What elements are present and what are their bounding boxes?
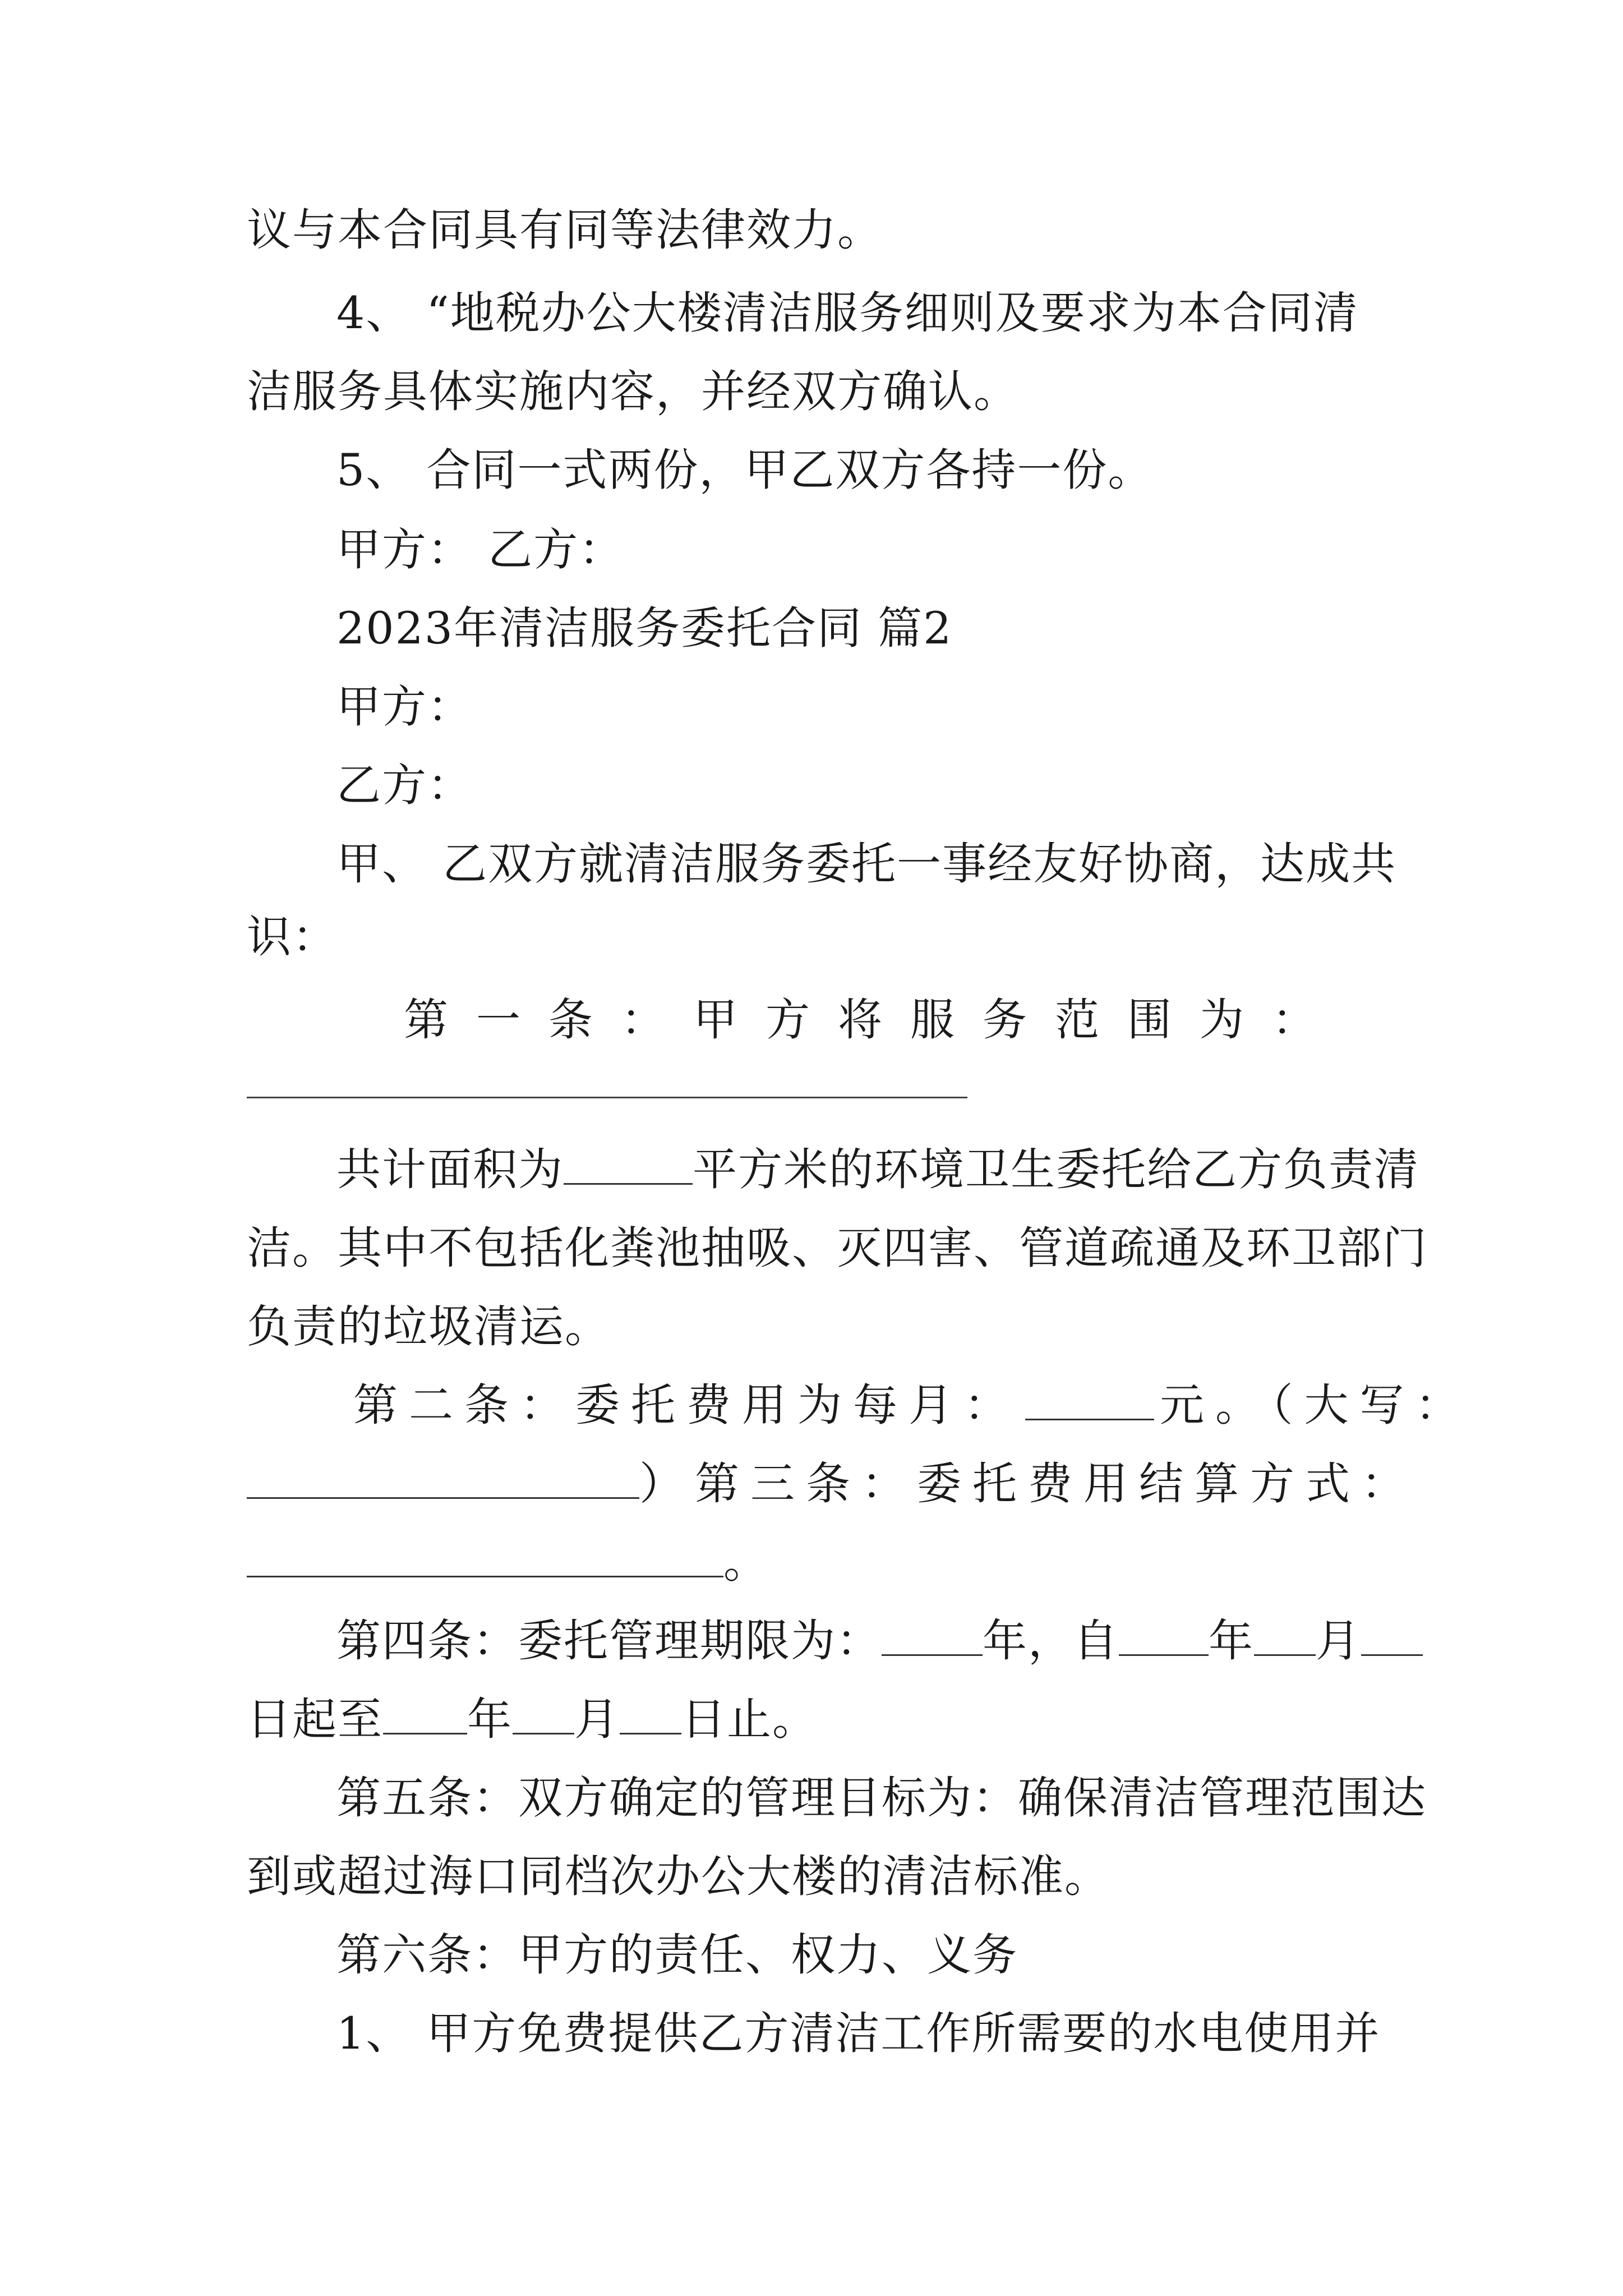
paragraph-line <box>336 1142 1419 1198</box>
blank-rule <box>247 1097 967 1098</box>
article-1-line <box>404 992 1344 1048</box>
text: 平方米的环境卫生委托给乙方负责清 <box>693 1144 1419 1195</box>
text: 识： <box>247 911 338 963</box>
paragraph-line <box>247 909 338 965</box>
paragraph-line <box>247 1299 610 1355</box>
text: ）第三条：委托费用结算方式： <box>639 1458 1417 1510</box>
paragraph-line <box>247 1534 769 1590</box>
paragraph-line <box>247 1848 1110 1904</box>
text: 甲、 乙双方就清洁服务委托一事经友好协商，达成共 <box>336 838 1397 890</box>
text: 第五条：双方确定的管理目标为：确保清洁管理范围达 <box>336 1772 1427 1824</box>
blank-field <box>1119 1615 1209 1656</box>
text: 元。（大写： <box>1160 1379 1471 1431</box>
blank-field <box>882 1615 983 1656</box>
text: 。 <box>723 1536 769 1588</box>
text: 洁。其中不包括化粪池抽吸、灭四害、管道疏通及环卫部门 <box>247 1222 1428 1274</box>
text: 日止。 <box>681 1694 818 1745</box>
article-5-line <box>336 1770 1427 1826</box>
paragraph-line <box>247 1220 1428 1276</box>
text: 议与本合同具有同等法律效力。 <box>247 204 883 256</box>
text: 月 <box>574 1694 620 1745</box>
article-2-line <box>353 1377 1471 1433</box>
text: 洁服务具体实施内容，并经双方确认。 <box>247 366 1019 417</box>
text: 乙方： <box>336 760 473 811</box>
blank-field <box>247 1458 639 1499</box>
text: 负责的垃圾清运。 <box>247 1301 610 1352</box>
blank-field <box>1254 1615 1316 1656</box>
text: 年 <box>467 1694 513 1745</box>
paragraph-line <box>247 202 883 258</box>
text: 甲方： <box>336 681 473 733</box>
party-b-line <box>336 757 473 813</box>
paragraph-line <box>336 285 1385 341</box>
signature-line <box>336 522 624 578</box>
blank-field <box>564 1144 693 1185</box>
paragraph-line <box>336 2005 1380 2062</box>
text: 甲方： 乙方： <box>336 524 625 576</box>
text: 年，自 <box>983 1615 1119 1667</box>
blank-field <box>1025 1379 1154 1420</box>
article-4-line <box>336 1613 1423 1669</box>
text: 共计面积为 <box>336 1144 564 1195</box>
text: 5、 合同一式两份，甲乙双方各持一份。 <box>336 444 1154 496</box>
text: 2023年清洁服务委托合同 篇2 <box>336 602 953 654</box>
text: 到或超过海口同档次办公大楼的清洁标准。 <box>247 1851 1110 1902</box>
blank-field <box>383 1694 467 1734</box>
text: 日起至 <box>247 1694 383 1745</box>
text: 1、 甲方免费提供乙方清洁工作所需要的水电使用并 <box>336 2008 1381 2059</box>
article-3-line <box>247 1456 1417 1512</box>
paragraph-line <box>247 1691 818 1747</box>
blank-field <box>513 1694 574 1734</box>
text: 第六条：甲方的责任、权力、义务 <box>336 1929 1018 1981</box>
paragraph-line <box>336 836 1396 892</box>
text: 第一条：甲方将服务范围为： <box>404 994 1344 1046</box>
blank-field <box>620 1694 681 1734</box>
blank-field <box>1361 1615 1423 1656</box>
paragraph-line <box>247 364 1019 420</box>
text: 年 <box>1209 1615 1254 1667</box>
text: 4、 “地税办公大楼清洁服务细则及要求为本合同清 <box>336 287 1359 339</box>
section-heading <box>336 600 952 656</box>
text: 月 <box>1316 1615 1361 1667</box>
paragraph-line <box>336 442 1153 498</box>
text: 第二条：委托费用为每月： <box>353 1379 1020 1431</box>
party-a-line <box>336 679 473 735</box>
article-6-line <box>336 1927 1018 1983</box>
blank-field <box>247 1536 723 1577</box>
text: 第四条：委托管理期限为： <box>336 1615 882 1667</box>
